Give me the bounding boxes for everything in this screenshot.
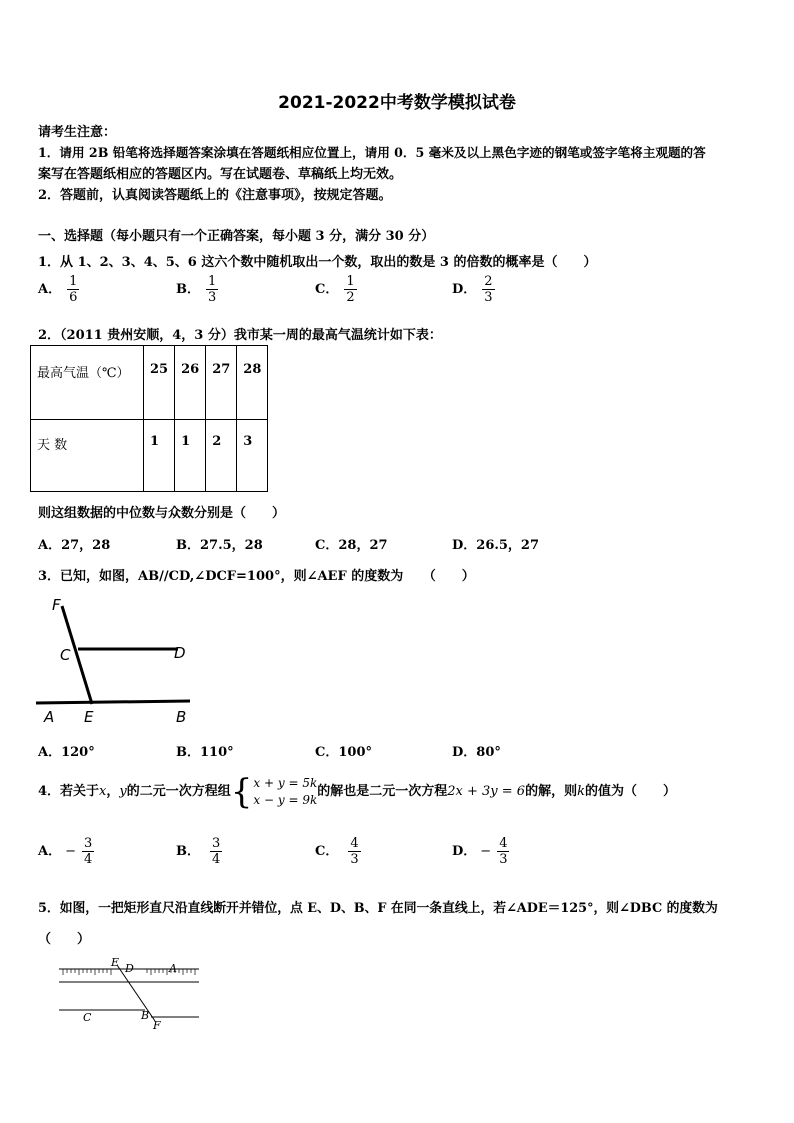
line-ab (36, 701, 190, 703)
table-cell: 天 数 (31, 420, 144, 492)
q3-stem: 3．已知，如图，AB//CD,∠DCF=100°，则∠AEF 的度数为 （ ） (38, 569, 475, 584)
equation-system: { x + y = 5k x − y = 9k (230, 771, 318, 812)
q2-question: 则这组数据的中位数与众数分别是（ ） (38, 506, 286, 521)
fraction: $\frac{1}{6}$ (69, 274, 78, 305)
q5-ruler-figure (55, 955, 205, 1035)
q2-option-c: C．28，27 (315, 538, 388, 553)
notice-line-2: 2．答题前，认真阅读答题纸上的《注意事项》，按规定答题。 (38, 188, 392, 203)
section-heading: 一、选择题（每小题只有一个正确答案，每小题 3 分，满分 30 分） (38, 229, 435, 244)
q3-option-a: A．120° (38, 745, 95, 760)
fraction: $\frac{3}{4}$ (84, 836, 93, 867)
table-cell: 最高气温（℃） (31, 346, 144, 420)
q3-option-c: C．100° (315, 745, 372, 760)
fraction: $\frac{1}{3}$ (208, 274, 217, 305)
notice-line-1a: 1．请用 2B 铅笔将选择题答案涂填在答题纸相应位置上，请用 0．5 毫米及以上黑色字迹的钢笔或签字笔将主观题的答 (38, 145, 706, 160)
q2-option-b: B．27.5，28 (176, 538, 263, 553)
fraction: $\frac{2}{3}$ (484, 274, 493, 305)
table-cell: 26 (175, 346, 206, 420)
label-a: A (169, 962, 177, 975)
q5-stem-paren: （ ） (38, 932, 91, 947)
label-e: E (84, 708, 94, 726)
label-d: D (125, 962, 134, 975)
q2-stem: 2．（2011 贵州安顺，4，3 分）我市某一周的最高气温统计如下表： (38, 328, 442, 343)
table-cell: 2 (206, 420, 237, 492)
q3-option-d: D．80° (452, 745, 501, 760)
q2-option-a: A．27，28 (38, 538, 111, 553)
q4-stem: 4．若关于x，y的二元一次方程组 { x + y = 5k x − y = 9k 的解也是二元一次方程2x + 3y = 6的解，则k的值为（ ） (38, 771, 676, 812)
table-cell: 1 (144, 420, 175, 492)
cut-line (117, 965, 155, 1021)
q1-option-c: C． $\frac{1}{2}$ (315, 274, 355, 305)
q5-stem: 5．如图，一把矩形直尺沿直线断开并错位，点 E、D、B、F 在同一条直线上，若∠ADE＝125°，则∠DBC 的度数为 (38, 901, 718, 916)
label-c: C (60, 646, 71, 664)
table-cell: 1 (175, 420, 206, 492)
label-a: A (44, 708, 55, 726)
fraction: $\frac{3}{4}$ (212, 836, 221, 867)
notice-heading: 请考生注意： (38, 125, 117, 140)
notice-line-1b: 案写在答题纸相应的答题区内。写在试题卷、草稿纸上均无效。 (38, 167, 403, 182)
q4-option-b: B． $\frac{3}{4}$ (176, 836, 221, 867)
table-cell: 25 (144, 346, 175, 420)
q4-option-a: A． − $\frac{3}{4}$ (38, 836, 93, 867)
q4-option-d: D． − $\frac{4}{3}$ (452, 836, 508, 867)
q1-option-d: D． $\frac{2}{3}$ (452, 274, 493, 305)
temperature-table (30, 345, 268, 492)
fraction: $\frac{1}{2}$ (346, 274, 355, 305)
label-b: B (176, 708, 187, 726)
q3-parallel-lines-figure (30, 588, 200, 728)
label-f: F (52, 596, 61, 614)
label-c: C (83, 1011, 92, 1024)
label-f: F (153, 1019, 161, 1032)
fraction: $\frac{4}{3}$ (499, 836, 508, 867)
table-cell: 3 (237, 420, 268, 492)
table-row (31, 346, 268, 420)
label-d: D (174, 644, 186, 662)
q1-option-b: B． $\frac{1}{3}$ (176, 274, 217, 305)
fraction: $\frac{4}{3}$ (350, 836, 359, 867)
q1-option-a: A． $\frac{1}{6}$ (38, 274, 78, 305)
q3-option-b: B．110° (176, 745, 234, 760)
q1-stem: 1．从 1、2、3、4、5、6 这六个数中随机取出一个数，取出的数是 3 的倍数的概率是（ ） (38, 255, 597, 270)
page-title: 2021-2022中考数学模拟试卷 (278, 93, 516, 113)
label-e: E (111, 956, 120, 969)
label-b: B (141, 1009, 150, 1022)
q4-option-c: C． $\frac{4}{3}$ (315, 836, 359, 867)
table-cell: 27 (206, 346, 237, 420)
table-cell: 28 (237, 346, 268, 420)
q2-option-d: D．26.5，27 (452, 538, 540, 553)
table-row (31, 420, 268, 492)
